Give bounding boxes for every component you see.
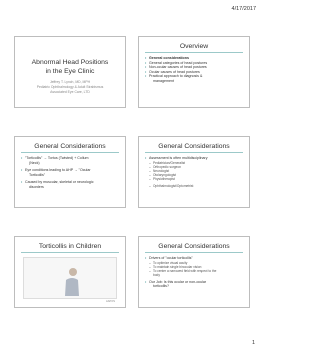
bullet: • "Torticollis" → Tortus (Twisted) + Collum [21, 156, 121, 161]
slide-overview [138, 36, 250, 108]
presentation-title [15, 59, 125, 76]
bullet-continuation: Torticollis" [29, 172, 46, 177]
heading-divider [145, 252, 243, 253]
slide-heading: Torticollis in Children [38, 243, 102, 250]
sub-bullet: – Neurologist [145, 169, 245, 173]
slide-general-considerations-2 [138, 136, 250, 208]
presenter-affiliation: Associated Eye Care, LTD [50, 89, 90, 94]
photo-caption: AAPOS [106, 300, 115, 303]
presenter-name: Jeffrey T. Lynch, MD, MPH [49, 80, 91, 84]
slide-heading: General Considerations [158, 143, 230, 150]
slide-general-considerations-1 [14, 136, 126, 208]
bullet: • Ocular causes of head postures [145, 70, 245, 75]
sub-bullet: – Pediatrician/Generalist [145, 161, 245, 165]
heading-divider [145, 152, 243, 153]
presenter-specialty: Pediatric Ophthalmology & Adult Strabismus [36, 84, 104, 89]
sub-bullet: – To maintain single binocular vision [145, 265, 245, 269]
sub-bullet: – Orthopedic surgeon [145, 165, 245, 169]
sub-bullet: – To optimize visual acuity [145, 261, 245, 265]
bullet-continuation: torticollis? [153, 284, 169, 289]
bullet: • Drivers of "ocular torticollis" [145, 256, 245, 261]
slide-heading: General Considerations [34, 143, 106, 150]
slide-body [145, 156, 245, 188]
heading-divider [145, 52, 243, 53]
slide-body [145, 256, 245, 289]
bullet: • General categories of head postures [145, 61, 245, 66]
sub-bullet-continuation: body [153, 272, 160, 277]
bullet: • Practical approach to diagnosis & [145, 74, 245, 79]
slide-torticollis-children [14, 236, 126, 308]
slide-general-considerations-3 [138, 236, 250, 308]
child-figure-icon [62, 266, 82, 298]
presenter-info [15, 80, 125, 94]
bullet: • Our Job: Is this ocular or non-ocular [145, 280, 245, 285]
title-line: in the Eye Clinic [45, 67, 95, 75]
sub-bullet: – Physiotherapist [145, 177, 245, 181]
bullet: • Non-ocular causes of head postures [145, 65, 245, 70]
slide-heading: Overview [179, 43, 209, 50]
bullet-continuation: (Neck) [29, 160, 40, 165]
bullet-continuation: management [153, 78, 174, 83]
slide-body [21, 156, 121, 190]
header-date: 4/17/2017 [231, 6, 256, 12]
slide-body [145, 56, 245, 84]
bullet-continuation: disorders [29, 184, 44, 189]
page-number: 1 [251, 340, 255, 346]
slide-title [14, 36, 126, 108]
slide-heading: General Considerations [158, 243, 230, 250]
heading-divider [21, 152, 119, 153]
bullet: • Assessment is often multidisciplinary [145, 156, 245, 161]
child-photo [23, 257, 117, 299]
bullet: • Eye conditions leading to AHP → "Ocular [21, 168, 121, 173]
title-line: Abnormal Head Positions [31, 59, 109, 66]
sub-bullet: – Otolaryngologist [145, 173, 245, 177]
bullet: • General considerations [145, 56, 245, 61]
bullet: • Caused by muscular, skeletal or neurologic [21, 180, 121, 185]
sub-bullet: – To center a narrowed field with respect to the [145, 269, 245, 273]
sub-bullet: – Ophthalmologist/Optometrist [145, 184, 245, 188]
heading-divider [21, 252, 119, 253]
